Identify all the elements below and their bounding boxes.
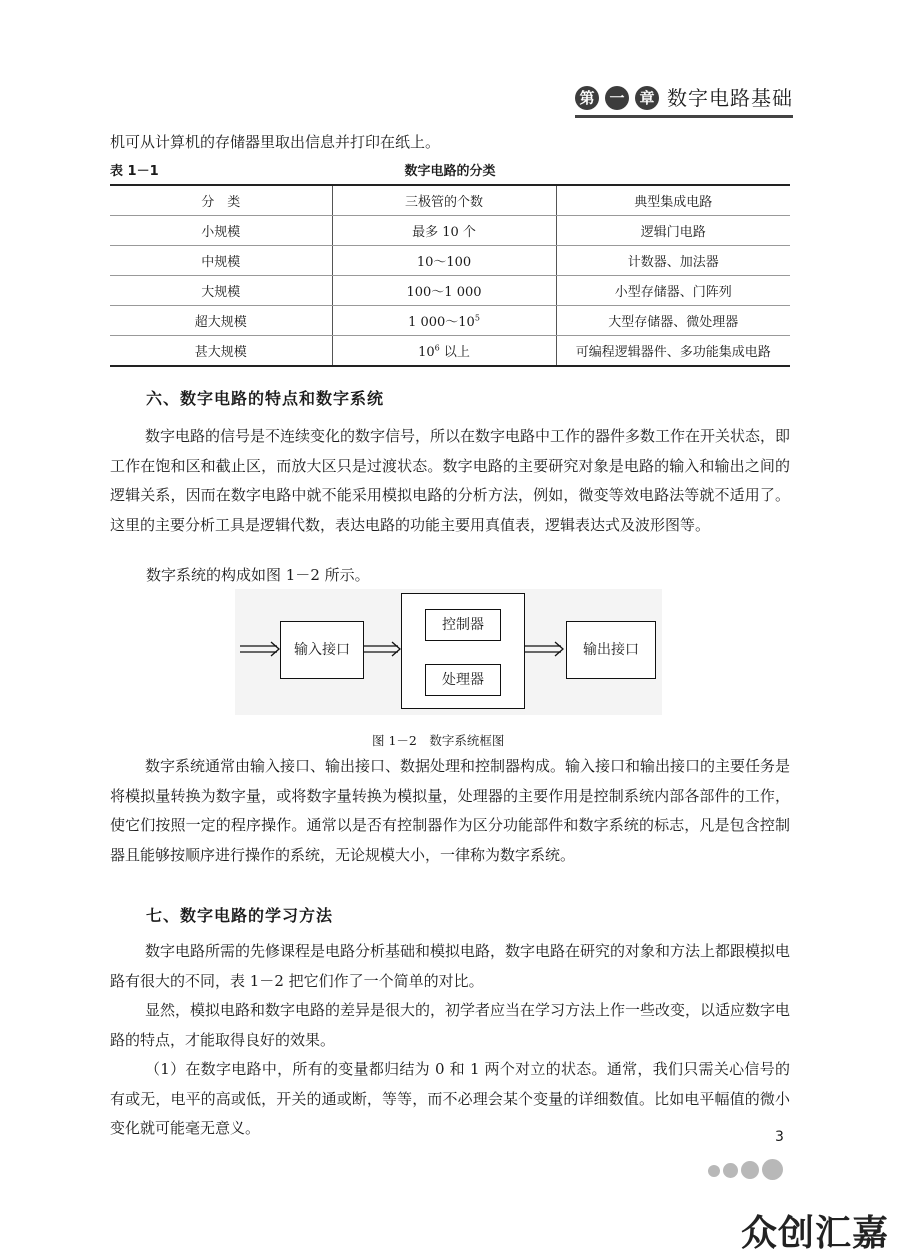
count-suffix: 以上 [439,345,470,360]
digital-system-diagram [235,589,662,715]
section-7-para-3: （1）在数字电路中，所有的变量都归结为 0 和 1 两个对立的状态。通常，我们只需关心信号的有或无，电平的高或低，开关的通或断，等等，而不必理会某个变量的详细数值。比如电平幅值的微小变化就可能毫无意义。 [110,1060,790,1137]
system-core-box [401,593,525,709]
classification-table [110,184,790,367]
processor-box: 处理器 [425,664,501,696]
chapter-header [575,84,793,114]
header-count: 三极管的个数 [332,185,556,216]
section-7-para-2: 显然，模拟电路和数字电路的差异是很大的，初学者应当在学习方法上作一些改变，以适应数字电路的特点，才能取得良好的效果。 [110,1001,791,1049]
footer-dot [723,1163,738,1178]
cell-circuit: 大型存储器、微处理器 [556,306,790,336]
cell-category: 甚大规模 [110,336,332,367]
arrow-system-to-output [524,642,563,656]
footer-dot [741,1161,759,1179]
header-category: 分 类 [110,185,332,216]
chapter-prefix: 第 [575,86,599,110]
chapter-number: 一 [605,86,629,110]
cell-circuit: 可编程逻辑器件、多功能集成电路 [556,336,790,367]
cell-count: 10～100 [332,246,556,276]
cell-circuit: 计数器、加法器 [556,246,790,276]
section-7-heading: 七、数字电路的学习方法 [146,906,334,925]
table-row [110,276,790,306]
count-base: 1 000～10 [408,315,475,330]
footer-dot [708,1165,720,1177]
footer-dot [762,1159,783,1180]
watermark: 众创汇嘉 [741,1213,890,1254]
cell-category: 超大规模 [110,306,332,336]
input-interface-box: 输入接口 [280,621,364,679]
chapter-title: 数字电路基础 [667,86,793,110]
chapter-suffix: 章 [635,86,659,110]
table-row [110,216,790,246]
section-7-para-1: 数字电路所需的先修课程是电路分析基础和模拟电路，数字电路在研究的对象和方法上都跟模拟电路有很大的不同，表 1－2 把它们作了一个简单的对比。 [110,942,791,990]
table-title: 数字电路的分类 [404,164,496,179]
output-interface-box: 输出接口 [566,621,656,679]
table-row [110,246,790,276]
section-6-para-3: 数字系统通常由输入接口、输出接口、数据处理和控制器构成。输入接口和输出接口的主要任务是将模拟量转换为数字量，或将数字量转换为模拟量，处理器的主要作用是控制系统内部各部件的工作，使它们按照一定的程序操作。通常以是否有控制器作为区分功能部件和数字系统的标志，凡是包含控制器且能够按顺序进行操作的系统，无论规模大小，一律称为数字系统。 [110,757,791,864]
header-rule [575,115,793,118]
count-exponent: 5 [474,313,480,323]
cell-count: 100～1 000 [332,276,556,306]
table-row [110,306,790,336]
cell-count [332,306,556,336]
controller-box: 控制器 [425,609,501,641]
table-row [110,336,790,367]
cell-category: 小规模 [110,216,332,246]
count-exponent: 6 [434,343,440,353]
count-base: 10 [418,345,435,360]
cell-category: 中规模 [110,246,332,276]
cell-count: 最多 10 个 [332,216,556,246]
page-number: 3 [775,1129,784,1145]
intro-line: 机可从计算机的存储器里取出信息并打印在纸上。 [110,133,441,151]
cell-circuit: 逻辑门电路 [556,216,790,246]
cell-circuit: 小型存储器、门阵列 [556,276,790,306]
section-6-para-2: 数字系统的构成如图 1－2 所示。 [146,566,370,584]
footer-dots [708,1155,793,1181]
section-6-para-1: 数字电路的信号是不连续变化的数字信号，所以在数字电路中工作的器件多数工作在开关状态，即工作在饱和区和截止区，而放大区只是过渡状态。数字电路的主要研究对象是电路的输入和输出之间的逻辑关系，因而在数字电路中就不能采用模拟电路的分析方法，例如，微变等效电路法等就不适用了。这里的主要分析工具是逻辑代数，表达电路的功能主要用真值表，逻辑表达式及波形图等。 [110,427,791,534]
cell-count [332,336,556,367]
cell-category: 大规模 [110,276,332,306]
table-label: 表 1－1 [110,164,159,179]
table-header-row [110,185,790,216]
arrow-input-to-system [363,642,400,656]
section-6-heading: 六、数字电路的特点和数字系统 [146,389,385,408]
input-arrow [240,642,279,656]
header-circuit: 典型集成电路 [556,185,790,216]
figure-caption: 图 1－2 数字系统框图 [372,733,505,748]
